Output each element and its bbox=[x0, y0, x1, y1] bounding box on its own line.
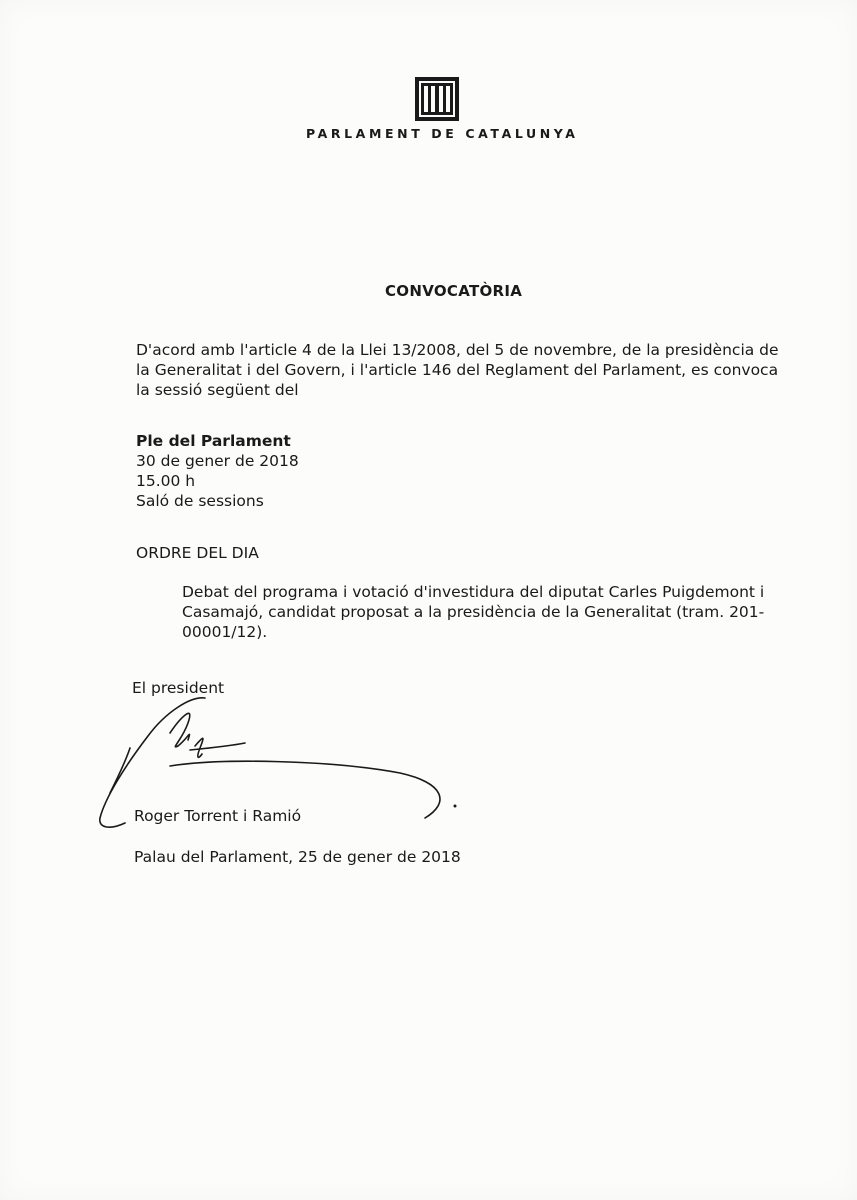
signer-name: Roger Torrent i Ramió bbox=[134, 807, 302, 825]
session-time: 15.00 h bbox=[136, 472, 196, 490]
session-name: Ple del Parlament bbox=[136, 432, 291, 450]
intro-line: D'acord amb l'article 4 de la Llei 13/2008, del 5 de novembre, de la presidència de bbox=[136, 341, 779, 359]
organization-name: PARLAMENT DE CATALUNYA bbox=[306, 126, 579, 141]
intro-paragraph bbox=[136, 340, 786, 400]
intro-line: la sessió següent del bbox=[136, 381, 299, 399]
session-date: 30 de gener de 2018 bbox=[136, 452, 299, 470]
parliament-seal-icon bbox=[414, 76, 460, 122]
signatory-role: El president bbox=[132, 679, 225, 697]
session-details bbox=[136, 431, 299, 511]
agenda-item-line: Casamajó, candidat proposat a la presidència de la Generalitat (tram. 201- bbox=[182, 603, 765, 621]
agenda-item-line: 00001/12). bbox=[182, 623, 268, 641]
place-and-date: Palau del Parlament, 25 de gener de 2018 bbox=[134, 848, 461, 866]
session-location: Saló de sessions bbox=[136, 492, 264, 510]
document-title: CONVOCATÒRIA bbox=[385, 282, 523, 300]
agenda-item bbox=[182, 582, 792, 642]
agenda-item-line: Debat del programa i votació d'investidura del diputat Carles Puigdemont i bbox=[182, 583, 765, 601]
intro-line: la Generalitat i del Govern, i l'article 146 del Reglament del Parlament, es convoca bbox=[136, 361, 779, 379]
agenda-heading: ORDRE DEL DIA bbox=[136, 544, 259, 562]
